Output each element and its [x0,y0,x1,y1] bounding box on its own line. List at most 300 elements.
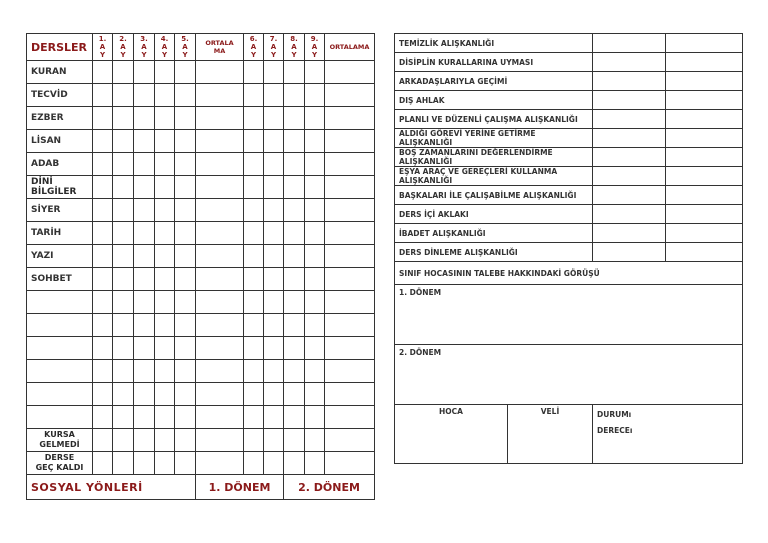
subject-row [27,176,375,199]
grade-cell[interactable] [305,153,325,176]
grade-cell[interactable] [325,153,375,176]
grade-cell[interactable] [175,130,196,153]
habit-grade-cell[interactable] [593,148,666,167]
habit-label: ALDIĞI GÖREVİ YERİNE GETİRME ALIŞKANLIĞI [395,129,593,148]
grade-cell[interactable] [155,245,175,268]
grade-cell[interactable] [264,337,284,360]
grades-header-row [27,34,375,61]
grade-cell[interactable] [196,383,244,406]
grade-cell[interactable] [196,84,244,107]
grade-cell[interactable] [325,406,375,429]
grade-cell[interactable] [134,61,155,84]
grade-cell[interactable] [155,84,175,107]
grade-cell[interactable] [244,222,264,245]
subject-label: DİNİ BİLGİLER [27,176,93,199]
grade-cell[interactable] [93,245,113,268]
grade-cell[interactable] [264,61,284,84]
hoca-signature: HOCA [395,405,508,464]
subject-row [27,199,375,222]
grade-cell[interactable] [155,268,175,291]
grade-cell[interactable] [93,222,113,245]
grade-cell[interactable] [244,314,264,337]
grade-cell[interactable] [196,360,244,383]
grade-cell[interactable] [305,291,325,314]
subject-row [27,337,375,360]
average-1-header: ORTALA MA [196,34,244,61]
subject-row [27,130,375,153]
habit-grade-cell[interactable] [666,110,743,129]
grade-cell[interactable] [134,268,155,291]
grade-cell[interactable] [196,268,244,291]
month-3-header: 3. A Y [134,34,155,61]
grade-cell[interactable] [93,314,113,337]
grade-cell[interactable] [113,84,134,107]
grade-cell[interactable] [113,61,134,84]
grade-cell[interactable] [244,383,264,406]
habit-grade-cell[interactable] [593,72,666,91]
grade-cell[interactable] [155,314,175,337]
grade-cell[interactable] [134,176,155,199]
grade-cell[interactable] [134,84,155,107]
grade-cell[interactable] [93,268,113,291]
habit-row [395,72,743,91]
grade-cell[interactable] [155,291,175,314]
grade-cell[interactable] [244,337,264,360]
grade-cell[interactable] [134,291,155,314]
grade-cell[interactable] [175,360,196,383]
grade-cell[interactable] [155,452,175,475]
grade-cell[interactable] [175,153,196,176]
habit-grade-cell[interactable] [593,129,666,148]
subject-label: SİYER [27,199,93,222]
grade-cell[interactable] [113,107,134,130]
grade-cell[interactable] [134,360,155,383]
grade-cell[interactable] [134,222,155,245]
subject-label: YAZI [27,245,93,268]
habit-grade-cell[interactable] [593,167,666,186]
grade-cell[interactable] [284,314,305,337]
grade-cell[interactable] [264,291,284,314]
derece-label: DERECEı [597,426,633,435]
empty-subject-label [27,291,93,314]
grade-cell[interactable] [244,199,264,222]
grade-cell[interactable] [284,199,305,222]
grade-cell[interactable] [93,383,113,406]
habit-label: DIŞ AHLAK [395,91,593,110]
grade-cell[interactable] [264,153,284,176]
habit-label: EŞYA ARAÇ VE GEREÇLERİ KULLANMA ALIŞKANLIĞI [395,167,593,186]
grade-cell[interactable] [113,337,134,360]
grade-cell[interactable] [113,199,134,222]
habit-grade-cell[interactable] [666,167,743,186]
grade-cell[interactable] [113,153,134,176]
grade-cell[interactable] [175,314,196,337]
habit-grade-cell[interactable] [593,34,666,53]
grade-cell[interactable] [305,314,325,337]
term-2-opinion-label: 2. DÖNEM [395,345,743,405]
grade-cell[interactable] [93,153,113,176]
grade-cell[interactable] [175,222,196,245]
grade-cell[interactable] [134,383,155,406]
grade-cell[interactable] [244,61,264,84]
grade-cell[interactable] [305,199,325,222]
grade-cell[interactable] [264,268,284,291]
subject-row [27,107,375,130]
term-1-opinion-row [395,285,743,345]
grade-cell[interactable] [93,337,113,360]
grade-cell[interactable] [196,314,244,337]
habit-row [395,243,743,262]
habit-grade-cell[interactable] [666,72,743,91]
grade-cell[interactable] [325,383,375,406]
grade-cell[interactable] [305,245,325,268]
grade-cell[interactable] [134,199,155,222]
habit-grade-cell[interactable] [593,205,666,224]
grade-cell[interactable] [113,452,134,475]
grade-cell[interactable] [155,61,175,84]
grade-cell[interactable] [155,199,175,222]
grade-cell[interactable] [244,130,264,153]
habit-row [395,53,743,72]
subject-rows [27,61,375,475]
grade-cell[interactable] [244,107,264,130]
grade-cell[interactable] [284,84,305,107]
grade-cell[interactable] [264,84,284,107]
grade-cell[interactable] [264,176,284,199]
grade-cell[interactable] [284,153,305,176]
grade-cell[interactable] [134,130,155,153]
subject-label: EZBER [27,107,93,130]
opinion-title-row [395,262,743,285]
grade-cell[interactable] [244,406,264,429]
grade-cell[interactable] [175,406,196,429]
month-6-header: 6. A Y [244,34,264,61]
grade-cell[interactable] [196,107,244,130]
habit-grade-cell[interactable] [666,224,743,243]
grade-cell[interactable] [325,245,375,268]
habit-row [395,205,743,224]
habit-grade-cell[interactable] [593,224,666,243]
grade-cell[interactable] [93,176,113,199]
dersler-header: DERSLER [27,34,93,61]
grade-cell[interactable] [113,383,134,406]
grade-cell[interactable] [93,107,113,130]
grade-cell[interactable] [155,406,175,429]
grade-cell[interactable] [325,176,375,199]
grade-cell[interactable] [93,291,113,314]
habit-grade-cell[interactable] [593,243,666,262]
grade-cell[interactable] [175,176,196,199]
month-8-header: 8. A Y [284,34,305,61]
habit-grade-cell[interactable] [593,53,666,72]
grade-cell[interactable] [134,245,155,268]
habit-grade-cell[interactable] [666,91,743,110]
grade-cell[interactable] [284,222,305,245]
attendance-label: KURSA GELMEDİ [27,429,93,452]
grade-cell[interactable] [264,406,284,429]
grade-cell[interactable] [305,383,325,406]
grade-cell[interactable] [134,452,155,475]
grade-cell[interactable] [244,452,264,475]
habit-grade-cell[interactable] [666,148,743,167]
grade-cell[interactable] [175,199,196,222]
grade-cell[interactable] [284,107,305,130]
habit-grade-cell[interactable] [666,34,743,53]
grade-cell[interactable] [196,153,244,176]
grade-cell[interactable] [305,176,325,199]
durum-label: DURUMı [597,410,632,419]
subject-label: SOHBET [27,268,93,291]
habit-row [395,91,743,110]
grade-cell[interactable] [134,153,155,176]
grade-cell[interactable] [284,268,305,291]
grade-cell[interactable] [264,383,284,406]
habit-row [395,34,743,53]
grade-cell[interactable] [113,291,134,314]
habit-label: DERS DİNLEME ALIŞKANLIĞI [395,243,593,262]
grade-cell[interactable] [244,291,264,314]
grade-cell[interactable] [134,314,155,337]
habit-label: BOŞ ZAMANLARINI DEĞERLENDİRME ALIŞKANLIĞI [395,148,593,167]
grade-cell[interactable] [175,337,196,360]
habit-label: DERS İÇİ AKLAKI [395,205,593,224]
grade-cell[interactable] [284,245,305,268]
empty-subject-label [27,383,93,406]
grade-cell[interactable] [113,268,134,291]
grade-cell[interactable] [284,337,305,360]
habit-label: ARKADAŞLARIYLA GEÇİMİ [395,72,593,91]
grade-cell[interactable] [93,199,113,222]
grade-cell[interactable] [113,429,134,452]
habit-row [395,110,743,129]
grade-cell[interactable] [196,222,244,245]
subject-row [27,429,375,452]
habit-label: TEMİZLİK ALIŞKANLIĞI [395,34,593,53]
grade-cell[interactable] [155,429,175,452]
habit-grade-cell[interactable] [666,53,743,72]
grade-cell[interactable] [175,291,196,314]
average-2-header: ORTALAMA [325,34,375,61]
grade-cell[interactable] [325,314,375,337]
grade-cell[interactable] [325,61,375,84]
grade-cell[interactable] [305,222,325,245]
grade-cell[interactable] [155,176,175,199]
subject-label: ADAB [27,153,93,176]
subject-row [27,84,375,107]
grade-cell[interactable] [325,130,375,153]
grade-cell[interactable] [325,337,375,360]
grade-cell[interactable] [284,61,305,84]
grade-cell[interactable] [325,291,375,314]
grade-cell[interactable] [305,107,325,130]
grade-cell[interactable] [284,130,305,153]
grade-cell[interactable] [305,268,325,291]
grade-cell[interactable] [264,452,284,475]
grade-cell[interactable] [175,61,196,84]
grade-cell[interactable] [284,452,305,475]
grade-cell[interactable] [284,406,305,429]
habit-row [395,148,743,167]
grade-cell[interactable] [196,337,244,360]
grade-cell[interactable] [113,406,134,429]
term-1-opinion-label: 1. DÖNEM [395,285,743,345]
grade-cell[interactable] [196,291,244,314]
grade-cell[interactable] [93,130,113,153]
grade-cell[interactable] [175,268,196,291]
grade-cell[interactable] [264,314,284,337]
grade-cell[interactable] [134,406,155,429]
month-1-header: 1. A Y [93,34,113,61]
grade-cell[interactable] [264,130,284,153]
grade-cell[interactable] [325,429,375,452]
grade-cell[interactable] [264,107,284,130]
grade-cell[interactable] [155,153,175,176]
grade-cell[interactable] [305,406,325,429]
grade-cell[interactable] [113,360,134,383]
grade-cell[interactable] [264,245,284,268]
grade-cell[interactable] [113,245,134,268]
grade-cell[interactable] [264,429,284,452]
habit-grade-cell[interactable] [666,205,743,224]
grade-cell[interactable] [196,452,244,475]
empty-subject-label [27,337,93,360]
month-9-header: 9. A Y [305,34,325,61]
grade-cell[interactable] [196,130,244,153]
month-5-header: 5. A Y [175,34,196,61]
grade-cell[interactable] [155,130,175,153]
grade-cell[interactable] [305,360,325,383]
grade-cell[interactable] [264,199,284,222]
grade-cell[interactable] [284,383,305,406]
grade-cell[interactable] [175,452,196,475]
habit-label: İBADET ALIŞKANLIĞI [395,224,593,243]
term-2-opinion-row [395,345,743,405]
grade-cell[interactable] [113,130,134,153]
grade-cell[interactable] [113,176,134,199]
grade-cell[interactable] [284,176,305,199]
grade-cell[interactable] [264,222,284,245]
term-2-label: 2. DÖNEM [284,475,375,500]
grade-cell[interactable] [93,360,113,383]
grade-cell[interactable] [196,429,244,452]
grade-cell[interactable] [325,84,375,107]
grade-cell[interactable] [305,130,325,153]
grade-cell[interactable] [325,268,375,291]
grade-cell[interactable] [155,107,175,130]
grade-cell[interactable] [113,222,134,245]
grade-cell[interactable] [244,429,264,452]
grade-cell[interactable] [175,383,196,406]
grade-cell[interactable] [196,61,244,84]
grade-cell[interactable] [325,222,375,245]
subject-row [27,452,375,475]
grade-cell[interactable] [305,452,325,475]
grade-cell[interactable] [134,107,155,130]
grade-cell[interactable] [175,429,196,452]
social-footer-row [27,475,375,500]
grade-cell[interactable] [244,84,264,107]
grade-cell[interactable] [155,383,175,406]
grade-cell[interactable] [284,429,305,452]
grade-cell[interactable] [284,360,305,383]
grade-cell[interactable] [264,360,284,383]
grade-cell[interactable] [134,337,155,360]
grade-cell[interactable] [244,176,264,199]
grade-cell[interactable] [244,153,264,176]
grade-cell[interactable] [196,176,244,199]
attendance-label: DERSE GEÇ KALDI [27,452,93,475]
subject-label: TECVİD [27,84,93,107]
month-7-header: 7. A Y [264,34,284,61]
habit-grade-cell[interactable] [593,110,666,129]
grade-cell[interactable] [196,245,244,268]
grade-cell[interactable] [244,360,264,383]
grade-cell[interactable] [93,84,113,107]
subject-row [27,61,375,84]
grade-cell[interactable] [175,107,196,130]
subject-row [27,291,375,314]
grade-cell[interactable] [93,406,113,429]
subject-row [27,268,375,291]
grade-cell[interactable] [155,337,175,360]
empty-subject-label [27,360,93,383]
subject-label: KURAN [27,61,93,84]
opinion-title: SINIF HOCASININ TALEBE HAKKINDAKİ GÖRÜŞÜ [395,262,743,285]
subject-row [27,383,375,406]
grade-cell[interactable] [244,268,264,291]
habit-grade-cell[interactable] [666,243,743,262]
habit-grade-cell[interactable] [593,186,666,205]
grade-cell[interactable] [325,452,375,475]
veli-signature: VELİ [508,405,593,464]
grade-cell[interactable] [325,107,375,130]
habit-label: DİSİPLİN KURALLARINA UYMASI [395,53,593,72]
subject-row [27,406,375,429]
subject-label: TARİH [27,222,93,245]
grade-cell[interactable] [93,452,113,475]
habit-grade-cell[interactable] [593,91,666,110]
grade-cell[interactable] [93,429,113,452]
subject-row [27,222,375,245]
grade-cell[interactable] [305,84,325,107]
subject-row [27,360,375,383]
grade-cell[interactable] [155,360,175,383]
habit-grade-cell[interactable] [666,186,743,205]
grade-cell[interactable] [134,429,155,452]
grade-cell[interactable] [305,61,325,84]
grade-cell[interactable] [325,199,375,222]
grade-cell[interactable] [175,245,196,268]
grade-cell[interactable] [175,84,196,107]
grade-cell[interactable] [284,291,305,314]
month-2-header: 2. A Y [113,34,134,61]
grade-cell[interactable] [325,360,375,383]
grade-cell[interactable] [113,314,134,337]
grade-cell[interactable] [305,337,325,360]
habit-row [395,129,743,148]
grade-cell[interactable] [305,429,325,452]
habit-label: PLANLI VE DÜZENLİ ÇALIŞMA ALIŞKANLIĞI [395,110,593,129]
month-4-header: 4. A Y [155,34,175,61]
habit-grade-cell[interactable] [666,129,743,148]
grade-cell[interactable] [244,245,264,268]
grade-cell[interactable] [93,61,113,84]
subject-label: LİSAN [27,130,93,153]
grade-cell[interactable] [155,222,175,245]
grade-cell[interactable] [196,199,244,222]
grade-cell[interactable] [196,406,244,429]
status-box [593,405,743,464]
